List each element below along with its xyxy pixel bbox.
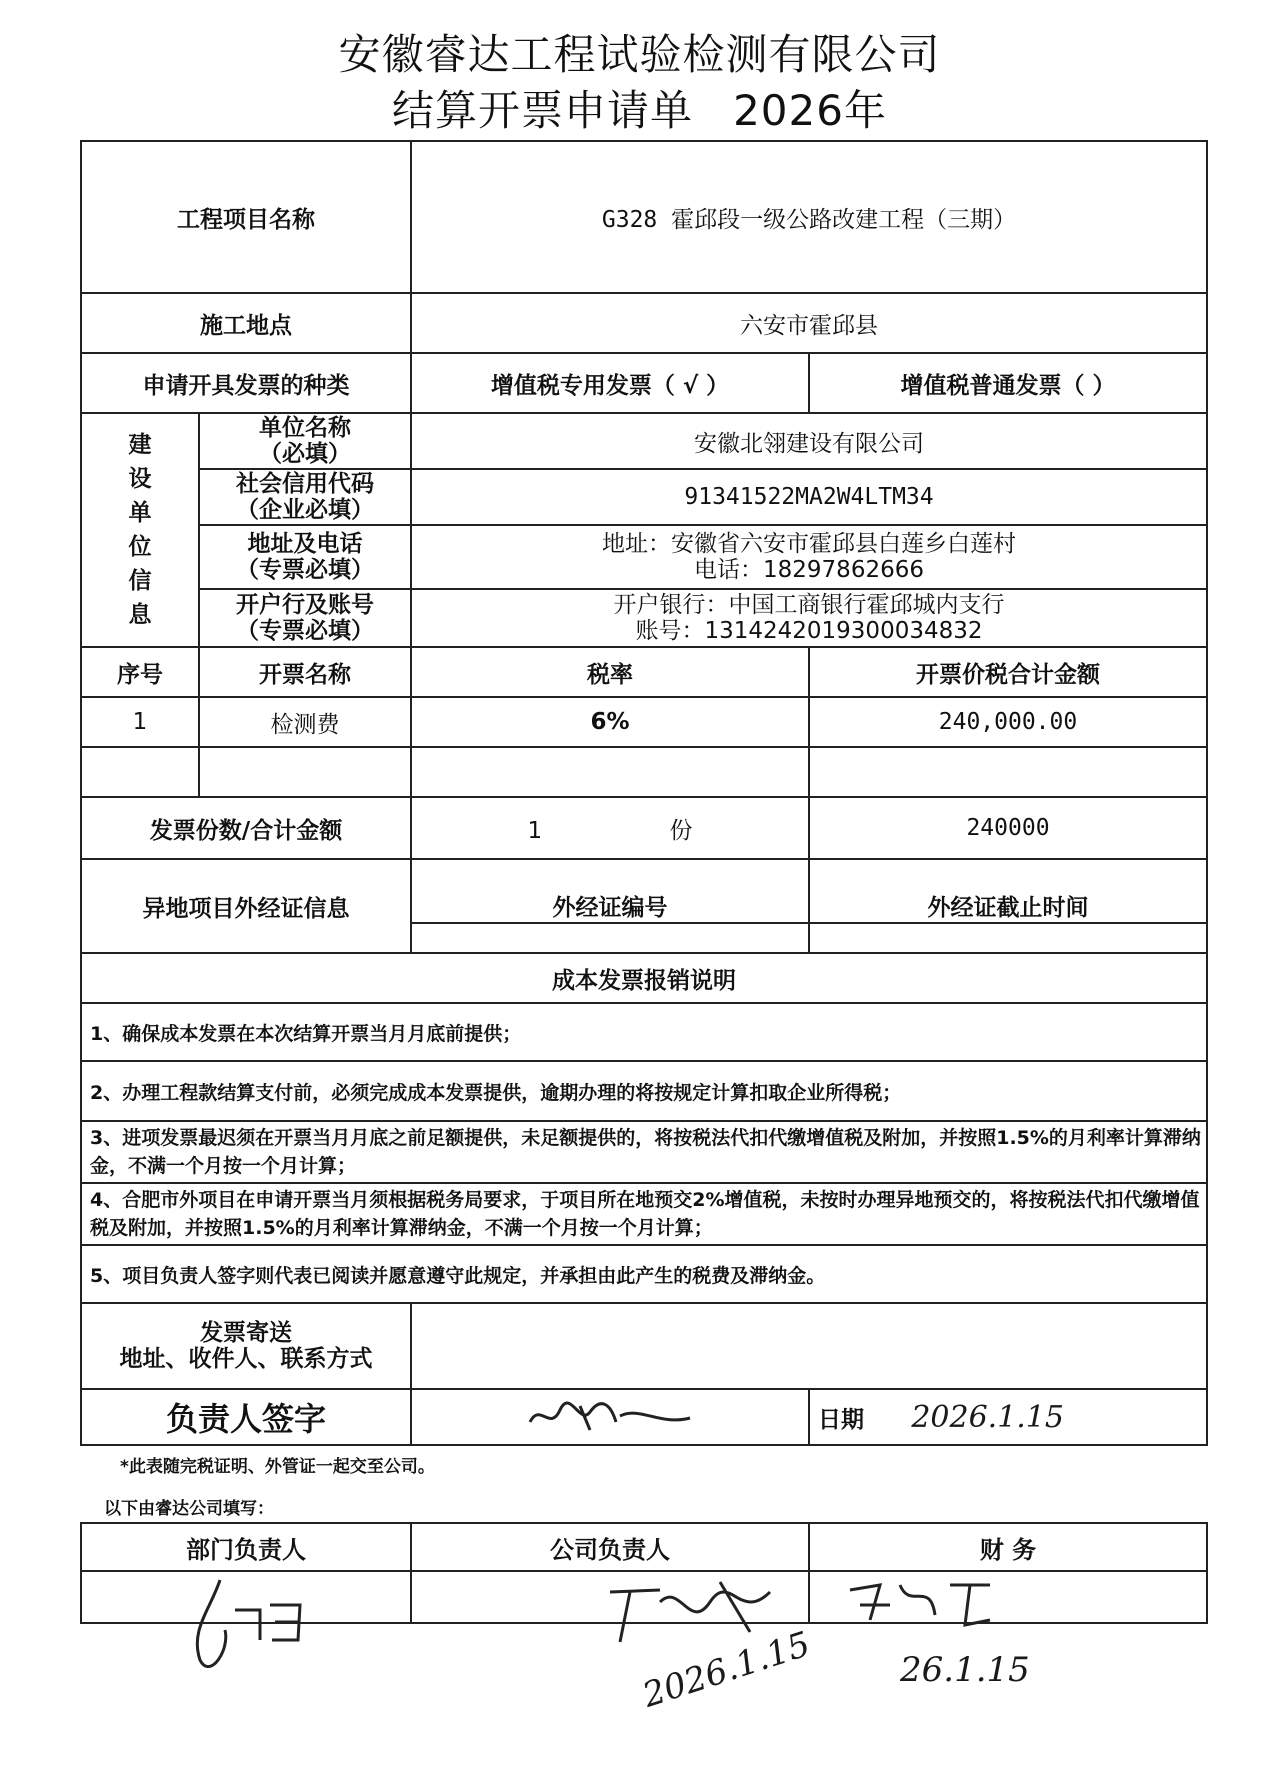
footnote: *此表随完税证明、外管证一起交至公司。 (120, 1457, 435, 1477)
empty-cell (411, 747, 809, 797)
phone-text: 电话：18297862666 (694, 557, 924, 583)
site-label: 施工地点 (81, 293, 411, 353)
cert-no-value[interactable] (412, 922, 808, 924)
address-value (411, 525, 1207, 589)
builder-char: 息 (128, 602, 152, 628)
table-row (81, 697, 1207, 747)
empty-cell (199, 747, 411, 797)
mailing-value[interactable] (411, 1303, 1207, 1389)
mailing-label-line2: 地址、收件人、联系方式 (119, 1346, 373, 1372)
bank-note: （专票必填） (236, 618, 374, 644)
item-no: 1 (81, 697, 199, 747)
signature-image (520, 1392, 700, 1436)
invoice-type-label: 申请开具发票的种类 (81, 353, 411, 413)
deadline-label: 外经证截止时间 (927, 894, 1089, 921)
total-amount: 240000 (809, 797, 1207, 859)
cert-no-cell (411, 859, 809, 953)
deadline-cell (809, 859, 1207, 953)
item-name: 检测费 (199, 697, 411, 747)
bank-label-text: 开户行及账号 (236, 592, 374, 618)
col-header-name: 开票名称 (199, 647, 411, 697)
credit-code-label (199, 469, 411, 525)
note-item: 3、进项发票最迟须在开票当月月底之前足额提供，未足额提供的，将按税法代扣代缴增值税及附加，并按照1.5%的月利率计算滞纳金，不满一个月按一个月计算； (81, 1121, 1207, 1183)
site-value: 六安市霍邱县 (411, 293, 1207, 353)
bank-label (199, 589, 411, 647)
invoice-count-unit: 份 (669, 817, 693, 844)
mailing-label (81, 1303, 411, 1389)
date-value: 2026.1.15 (911, 1399, 1064, 1435)
invoice-count-value: 1 (527, 817, 543, 844)
builder-char: 建 (128, 432, 152, 458)
signer-label: 负责人签字 (81, 1389, 411, 1445)
form-year: 2026年 (733, 86, 887, 135)
address-note: （专票必填） (236, 557, 374, 583)
invoice-count (411, 797, 809, 859)
item-amount: 240,000.00 (809, 697, 1207, 747)
builder-char: 信 (128, 568, 152, 594)
bank-text: 开户银行：中国工商银行霍邱城内支行 (613, 592, 1005, 618)
company-name: 安徽睿达工程试验检测有限公司 (338, 30, 941, 79)
item-rate: 6% (411, 697, 809, 747)
builder-section-label (81, 413, 199, 647)
company-name-label-text: 单位名称 (259, 415, 351, 441)
empty-cell (809, 747, 1207, 797)
application-form (80, 140, 1208, 1446)
credit-code-value: 91341522MA2W4LTM34 (411, 469, 1207, 525)
notes-title: 成本发票报销说明 (81, 953, 1207, 1003)
form-title (0, 78, 1279, 138)
company-head-date: 2026.1.15 (638, 1624, 815, 1716)
cert-no-label: 外经证编号 (552, 894, 668, 921)
company-name-label (199, 413, 411, 469)
form-title-text: 结算开票申请单 (392, 86, 694, 135)
fill-by-note: 以下由睿达公司填写： (104, 1499, 274, 1519)
date-label: 日期 (818, 1406, 864, 1433)
address-label (199, 525, 411, 589)
note-item: 2、办理工程款结算支付前，必须完成成本发票提供，逾期办理的将按规定计算扣取企业所得税； (81, 1061, 1207, 1121)
mailing-label-line1: 发票寄送 (200, 1320, 292, 1346)
account-text: 账号：1314242019300034832 (635, 618, 983, 644)
finance-header: 财 务 (809, 1523, 1207, 1571)
col-header-amount: 开票价税合计金额 (809, 647, 1207, 697)
dept-head-signature (180, 1570, 330, 1690)
normal-invoice-option[interactable]: 增值税普通发票（ ） (809, 353, 1207, 413)
builder-char: 位 (128, 534, 152, 560)
note-item: 4、合肥市外项目在申请开票当月须根据税务局要求，于项目所在地预交2%增值税，未按时办理异地预交的，将按税法代扣代缴增值税及附加，并按照1.5%的月利率计算滞纳金，不满一个月按一个月计算； (81, 1183, 1207, 1245)
credit-code-label-text: 社会信用代码 (236, 471, 374, 497)
note-item: 5、项目负责人签字则代表已阅读并愿意遵守此规定，并承担由此产生的税费及滞纳金。 (81, 1245, 1207, 1303)
address-label-text: 地址及电话 (247, 531, 363, 557)
col-header-rate: 税率 (411, 647, 809, 697)
project-name-value: G328 霍邱段一级公路改建工程（三期） (411, 141, 1207, 293)
company-name-value: 安徽北翎建设有限公司 (411, 413, 1207, 469)
builder-char: 设 (128, 466, 152, 492)
address-text: 地址：安徽省六安市霍邱县白莲乡白莲村 (602, 531, 1016, 557)
empty-cell (81, 747, 199, 797)
bank-value (411, 589, 1207, 647)
dept-head-header: 部门负责人 (81, 1523, 411, 1571)
totals-label: 发票份数/合计金额 (81, 797, 411, 859)
outside-label: 异地项目外经证信息 (81, 859, 411, 953)
builder-char: 单 (128, 500, 152, 526)
signature-cell[interactable] (411, 1389, 809, 1445)
credit-code-note: （企业必填） (236, 497, 374, 523)
finance-date: 26.1.15 (900, 1650, 1030, 1690)
company-name-note: （必填） (259, 441, 351, 467)
deadline-value[interactable] (810, 922, 1206, 924)
col-header-no: 序号 (81, 647, 199, 697)
note-item: 1、确保成本发票在本次结算开票当月月底前提供； (81, 1003, 1207, 1061)
finance-signature (840, 1570, 1020, 1640)
special-invoice-option[interactable]: 增值税专用发票（ √ ） (411, 353, 809, 413)
date-cell (809, 1389, 1207, 1445)
company-head-header: 公司负责人 (411, 1523, 809, 1571)
table-row-empty (81, 747, 1207, 797)
project-name-label: 工程项目名称 (81, 141, 411, 293)
